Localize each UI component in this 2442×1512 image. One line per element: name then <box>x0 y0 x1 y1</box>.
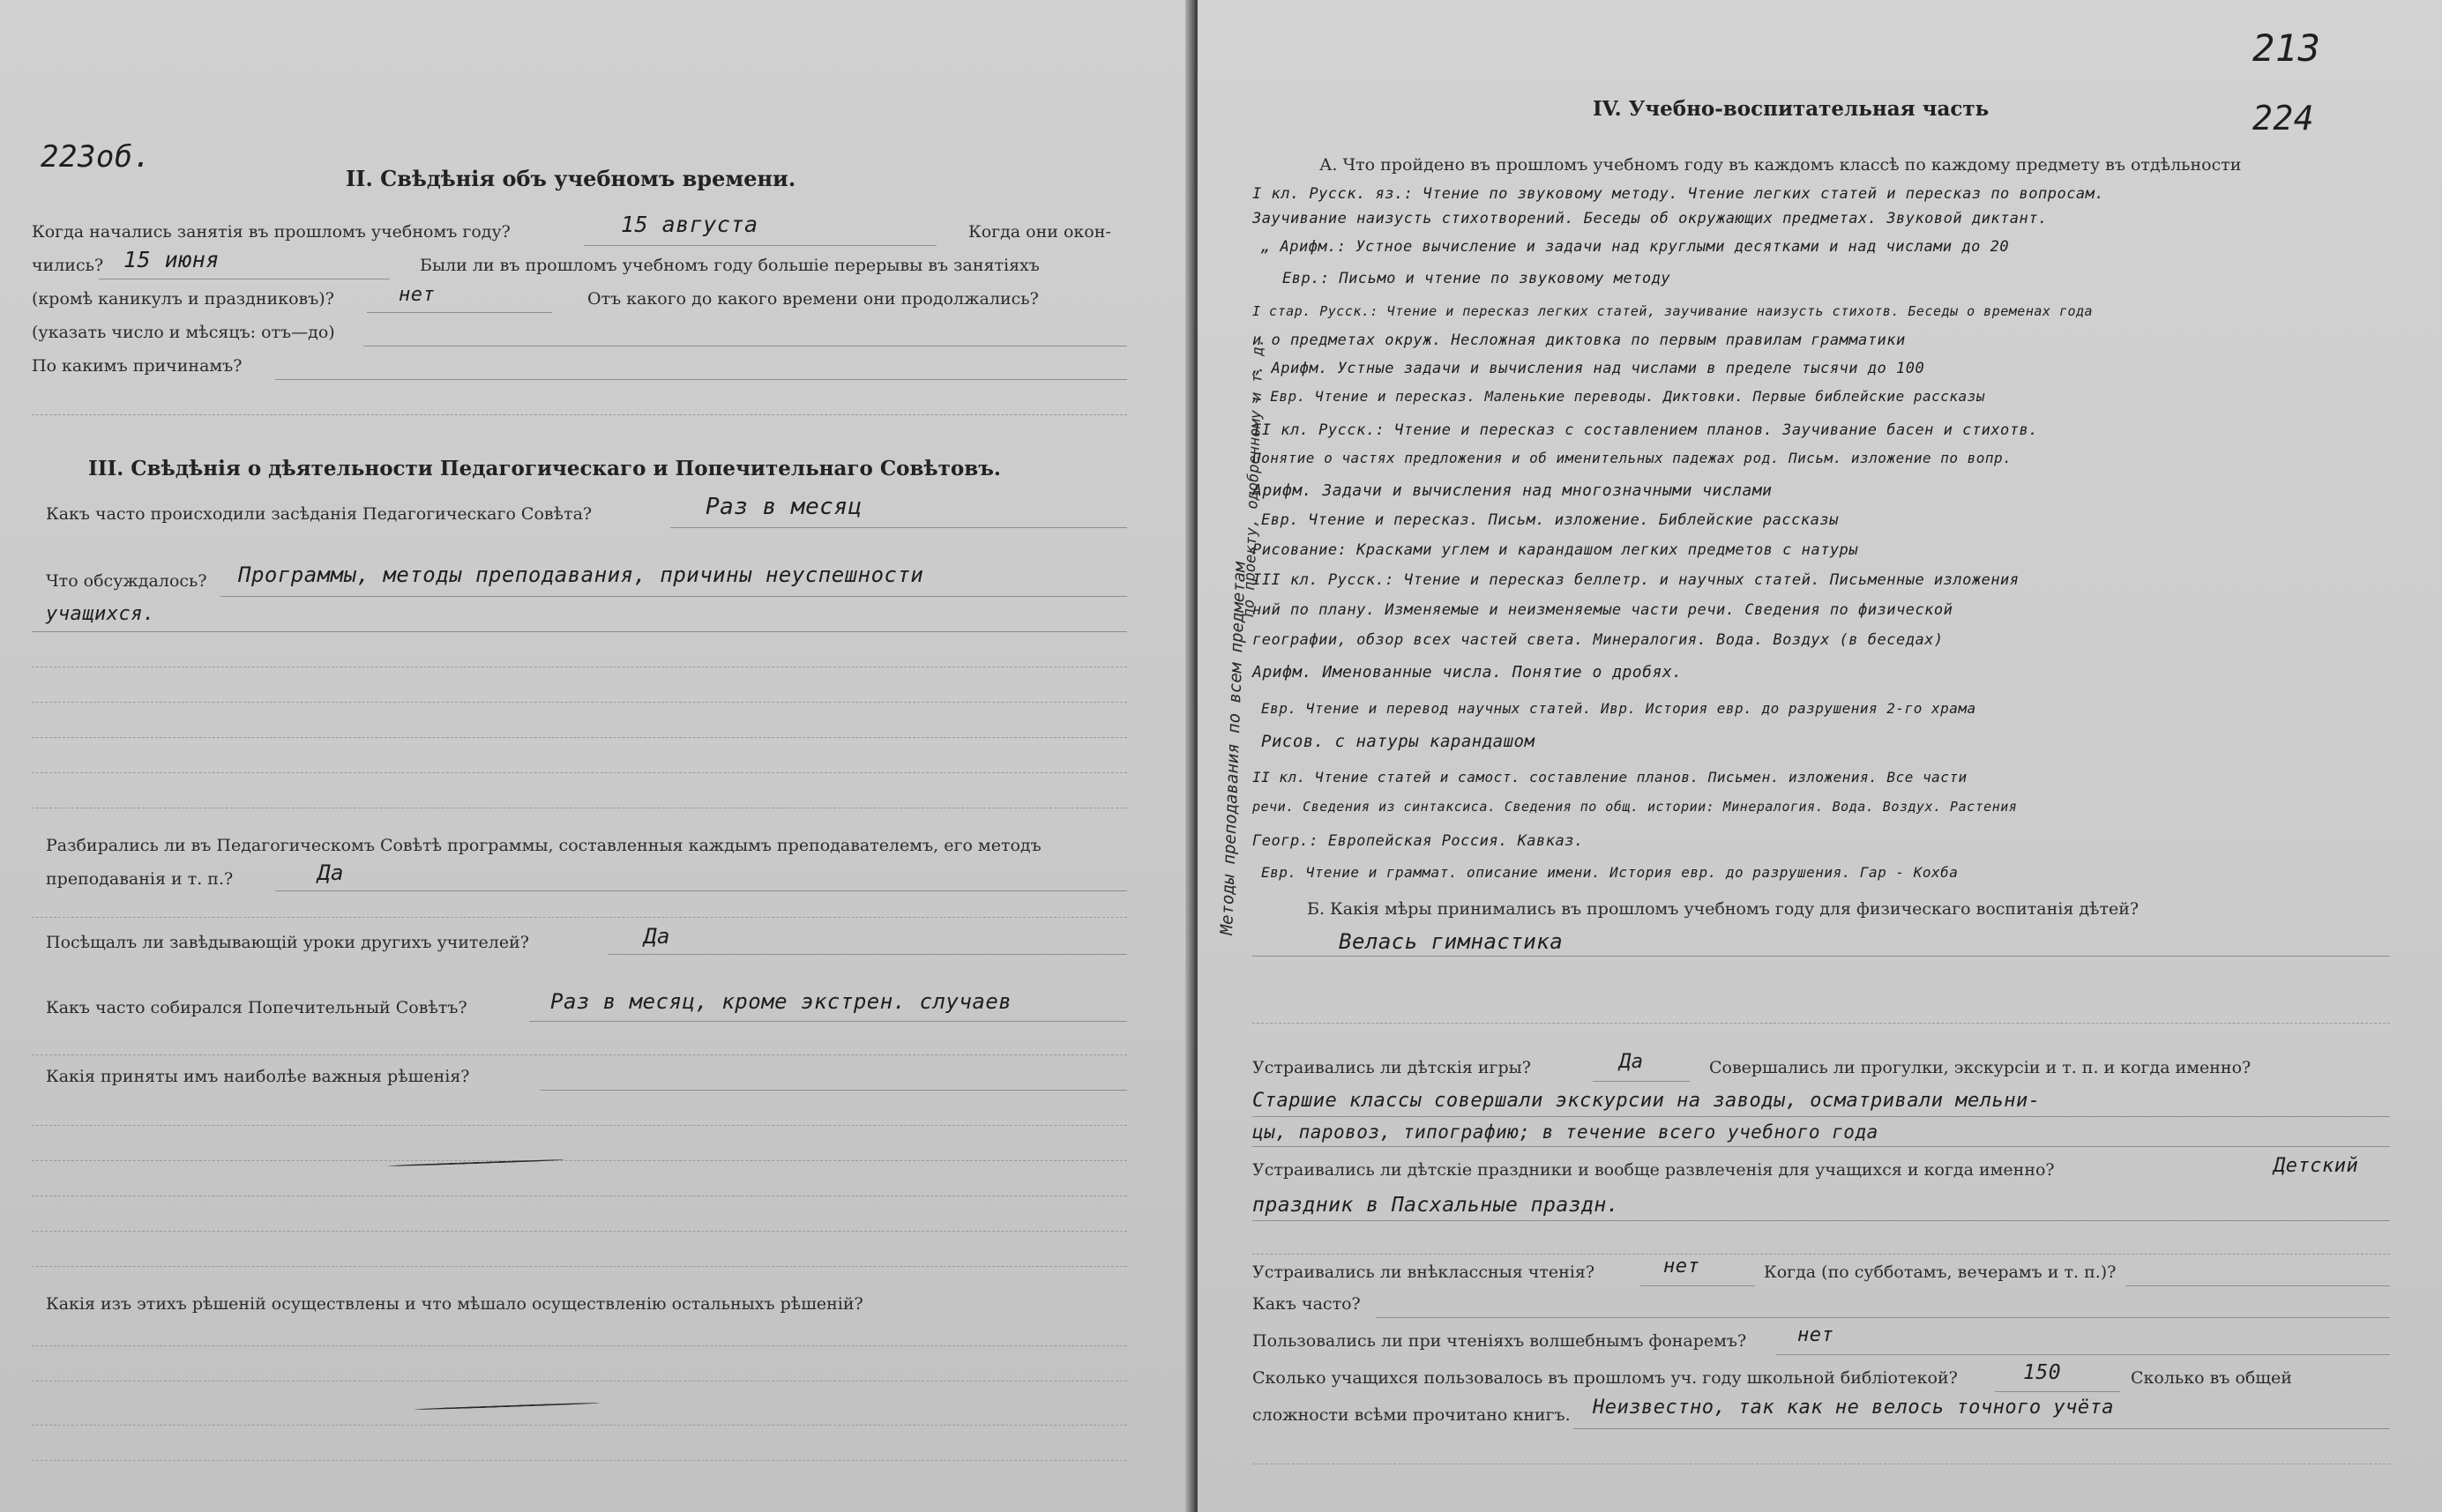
covered-entry: Евр.: Письмо и чтение по звуковому методу <box>1282 270 1671 287</box>
covered-entry: и о предметах окруж. Несложная диктовка по первым правилам грамматики <box>1252 331 1906 349</box>
a-lantern: нет <box>1797 1324 1834 1346</box>
a-games: Да <box>1619 1051 1644 1073</box>
answer-line <box>32 1266 1127 1267</box>
q-end-a: Когда они окон- <box>968 222 1111 242</box>
a-council-frequency: Раз в месяц <box>706 494 863 520</box>
q-programs-b: преподаванія и т. п.? <box>46 869 234 889</box>
section3-title: III. Свѣдѣнія о дѣятельности Педагогическаго и Попечительнаго Совѣтовъ. <box>88 457 1001 480</box>
q-trustees: Какъ часто собирался Попечительный Совѣтъ? <box>46 998 467 1017</box>
covered-entry: Рисов. с натуры карандашом <box>1261 732 1535 751</box>
q-decisions: Какія приняты имъ наиболѣе важныя рѣшенія? <box>46 1067 470 1086</box>
covered-entry: Евр. Чтение и перевод научных статей. Ивр. История евр. до разрушения 2-го храма <box>1261 700 1976 717</box>
q-reasons: По какимъ причинамъ? <box>32 356 243 376</box>
covered-entry: „ Арифм. Устные задачи и вычисления над числами в пределе тысячи до 100 <box>1252 360 1925 377</box>
covered-entry: Рисование: Красками углем и карандашом легких предметов с натуры <box>1252 541 1859 559</box>
archive-page-number: 223об. <box>41 139 152 175</box>
a-start: 15 августа <box>621 212 758 237</box>
a-walks-line2: цы, паровоз, типографию; в течение всего учебного года <box>1252 1121 1878 1143</box>
answer-line <box>32 1125 1127 1126</box>
answer-line <box>220 596 1127 597</box>
q-a-covered: А. Что пройдено въ прошломъ учебномъ году въ каждомъ классѣ по каждому предмету въ отдѣльности <box>1319 155 2242 175</box>
answer-line <box>32 737 1127 738</box>
section2-title: II. Свѣдѣнія объ учебномъ времени. <box>346 166 796 191</box>
covered-entry: „ Евр. Чтение и пересказ. Маленькие переводы. Диктовки. Первые библейские рассказы <box>1252 388 1985 405</box>
answer-line <box>32 1160 1127 1161</box>
answer-line <box>609 954 1127 955</box>
a-discussed-line1: Программы, методы преподавания, причины неуспешности <box>238 562 924 587</box>
q-visit: Посѣщалъ ли завѣдывающій уроки другихъ учителей? <box>46 933 529 952</box>
a-reading: нет <box>1663 1255 1700 1277</box>
q-when: Когда (по субботамъ, вечерамъ и т. п.)? <box>1764 1262 2117 1282</box>
answer-line <box>1252 1116 2390 1117</box>
answer-line <box>32 1381 1127 1382</box>
answer-line <box>1252 1254 2390 1255</box>
q-implemented: Какія изъ этихъ рѣшеній осуществлены и что мѣшало осуществленію остальныхъ рѣшеній? <box>46 1294 863 1314</box>
left-page <box>0 0 1192 1512</box>
margin-note-vertical: по проекту, одобренному и т. д. <box>1240 337 1268 618</box>
a-visit: Да <box>644 924 670 949</box>
a-walks-line1: Старшие классы совершали экскурсии на заводы, осматривали мельни- <box>1252 1090 2041 1112</box>
archive-page-number: 224 <box>2252 99 2315 138</box>
q-books: сложности всѣми прочитано книгъ. <box>1252 1405 1571 1425</box>
a-physical-education: Велась гимнастика <box>1339 929 1564 954</box>
answer-line <box>367 312 552 313</box>
answer-line <box>32 1460 1127 1461</box>
a-end: 15 июня <box>123 247 220 272</box>
answer-line <box>1776 1354 2390 1355</box>
a-breaks: нет <box>399 284 436 306</box>
answer-line <box>32 917 1127 918</box>
answer-line <box>1252 1146 2390 1147</box>
covered-entry: Геогр.: Европейская Россия. Кавказ. <box>1252 832 1584 850</box>
answer-line <box>2125 1285 2390 1286</box>
answer-line <box>32 1345 1127 1346</box>
q-holidays: Устраивались ли дѣтскіе праздники и вообще развлеченія для учащихся и когда именно? <box>1252 1160 2055 1180</box>
q-lantern: Пользовались ли при чтеніяхъ волшебнымъ фонаремъ? <box>1252 1331 1747 1351</box>
answer-line <box>32 414 1127 415</box>
covered-entry: речи. Сведения из синтаксиса. Сведения по общ. истории: Минералогия. Вода. Воздух. Растения <box>1252 799 2018 815</box>
right-page <box>1198 0 2442 1512</box>
q-library: Сколько учащихся пользовалось въ прошломъ уч. году школьной библіотекой? <box>1252 1368 1958 1388</box>
q-period-b: (указать число и мѣсяцъ: отъ—до) <box>32 323 335 342</box>
answer-line <box>1252 1023 2390 1024</box>
crossout-stroke <box>414 1402 600 1410</box>
q-council-frequency: Какъ часто происходили засѣданія Педагогическаго Совѣта? <box>46 504 593 524</box>
q-discussed: Что обсуждалось? <box>46 571 207 591</box>
covered-entry: Евр. Чтение и пересказ. Письм. изложение. Библейские рассказы <box>1261 511 1839 529</box>
answer-line <box>584 245 937 246</box>
q-games: Устраивались ли дѣтскія игры? <box>1252 1058 1531 1077</box>
q-physical-education: Б. Какія мѣры принимались въ прошломъ учебномъ году для физическаго воспитанія дѣтей? <box>1307 899 2140 919</box>
answer-line <box>1593 1081 1690 1082</box>
a-programs: Да <box>317 860 344 885</box>
margin-note-vertical: Методы преподавания по всем предметам <box>1217 562 1250 935</box>
answer-line <box>670 527 1127 528</box>
q-start: Когда начались занятія въ прошломъ учебномъ году? <box>32 222 511 242</box>
q-library-b: Сколько въ общей <box>2131 1368 2292 1388</box>
answer-line <box>32 1054 1127 1055</box>
answer-line <box>540 1090 1127 1091</box>
a-discussed-line2: учащихся. <box>46 603 155 625</box>
answer-line <box>275 379 1127 380</box>
answer-line <box>32 1231 1127 1232</box>
answer-line <box>1640 1285 1755 1286</box>
answer-line <box>32 702 1127 703</box>
answer-line <box>1252 1220 2390 1221</box>
answer-line <box>275 890 1127 891</box>
covered-entry: ний по плану. Изменяемые и неизменяемые части речи. Сведения по физической <box>1252 601 1953 619</box>
a-books: Неизвестно, так как не велось точного учёта <box>1593 1397 2115 1419</box>
answer-line <box>32 1425 1127 1426</box>
covered-entry: „ Арифм.: Устное вычисление и задачи над круглыми десятками и над числами до 20 <box>1261 238 2010 256</box>
answer-line <box>1252 956 2390 957</box>
covered-entry: I стар. Русск.: Чтение и пересказ легких статей, заучивание наизусть стихотв. Беседы о временах года <box>1252 303 2094 319</box>
answer-line <box>32 772 1127 773</box>
q-often: Какъ часто? <box>1252 1294 1361 1314</box>
q-walks: Совершались ли прогулки, экскурсіи и т. п. и когда именно? <box>1709 1058 2252 1077</box>
a-library: 150 <box>2023 1361 2062 1384</box>
answer-line <box>1376 1317 2390 1318</box>
covered-entry: Заучивание наизусть стихотворений. Беседы об окружающих предметах. Звуковой диктант. <box>1252 210 2048 227</box>
q-end-b: чились? <box>32 256 104 275</box>
answer-line <box>1573 1428 2390 1429</box>
covered-entry: географии, обзор всех частей света. Минералогия. Вода. Воздух (в беседах) <box>1252 631 1944 649</box>
covered-entry: Понятие о частях предложения и об именительных падежах род. Письм. изложение по вопр. <box>1252 450 2013 466</box>
a-trustees: Раз в месяц, кроме экстрен. случаев <box>550 989 1012 1014</box>
covered-entry: II кл. Чтение статей и самост. составление планов. Письмен. изложения. Все части <box>1252 769 1968 786</box>
answer-line <box>1995 1391 2120 1392</box>
answer-line <box>32 631 1127 632</box>
covered-entry: Евр. Чтение и граммат. описание имени. История евр. до разрушения. Гар - Кохба <box>1261 864 1959 881</box>
section4-title: IV. Учебно-воспитательная часть <box>1593 97 1990 121</box>
covered-entry: Арифм. Задачи и вычисления над многозначными числами <box>1252 481 1773 500</box>
covered-entry: I кл. Русск. яз.: Чтение по звуковому методу. Чтение легких статей и пересказ по вопросам. <box>1252 185 2105 203</box>
answer-line <box>529 1021 1127 1022</box>
q-period-a: Отъ какого до какого времени они продолжались? <box>587 289 1039 309</box>
archive-page-number: 213 <box>2252 26 2321 70</box>
q-reading: Устраивались ли внѣклассныя чтенія? <box>1252 1262 1595 1282</box>
a-holidays-line2: праздник в Пасхальные праздн. <box>1252 1194 1620 1217</box>
q-breaks-b: (кромѣ каникулъ и праздниковъ)? <box>32 289 334 309</box>
q-programs-a: Разбирались ли въ Педагогическомъ Совѣтѣ программы, составленныя каждымъ преподавателемъ, его методъ <box>46 836 1042 855</box>
covered-entry: III кл. Русск.: Чтение и пересказ беллетр. и научных статей. Письменные изложения <box>1252 571 2020 589</box>
answer-line <box>32 1195 1127 1196</box>
a-holidays-line1: Детский <box>2274 1155 2359 1177</box>
covered-entry: II кл. Русск.: Чтение и пересказ с составлением планов. Заучивание басен и стихотв. <box>1252 421 2038 439</box>
covered-entry: Арифм. Именованные числа. Понятие о дробях. <box>1252 663 1683 682</box>
q-breaks-a: Были ли въ прошломъ учебномъ году большіе перерывы въ занятіяхъ <box>420 256 1040 275</box>
